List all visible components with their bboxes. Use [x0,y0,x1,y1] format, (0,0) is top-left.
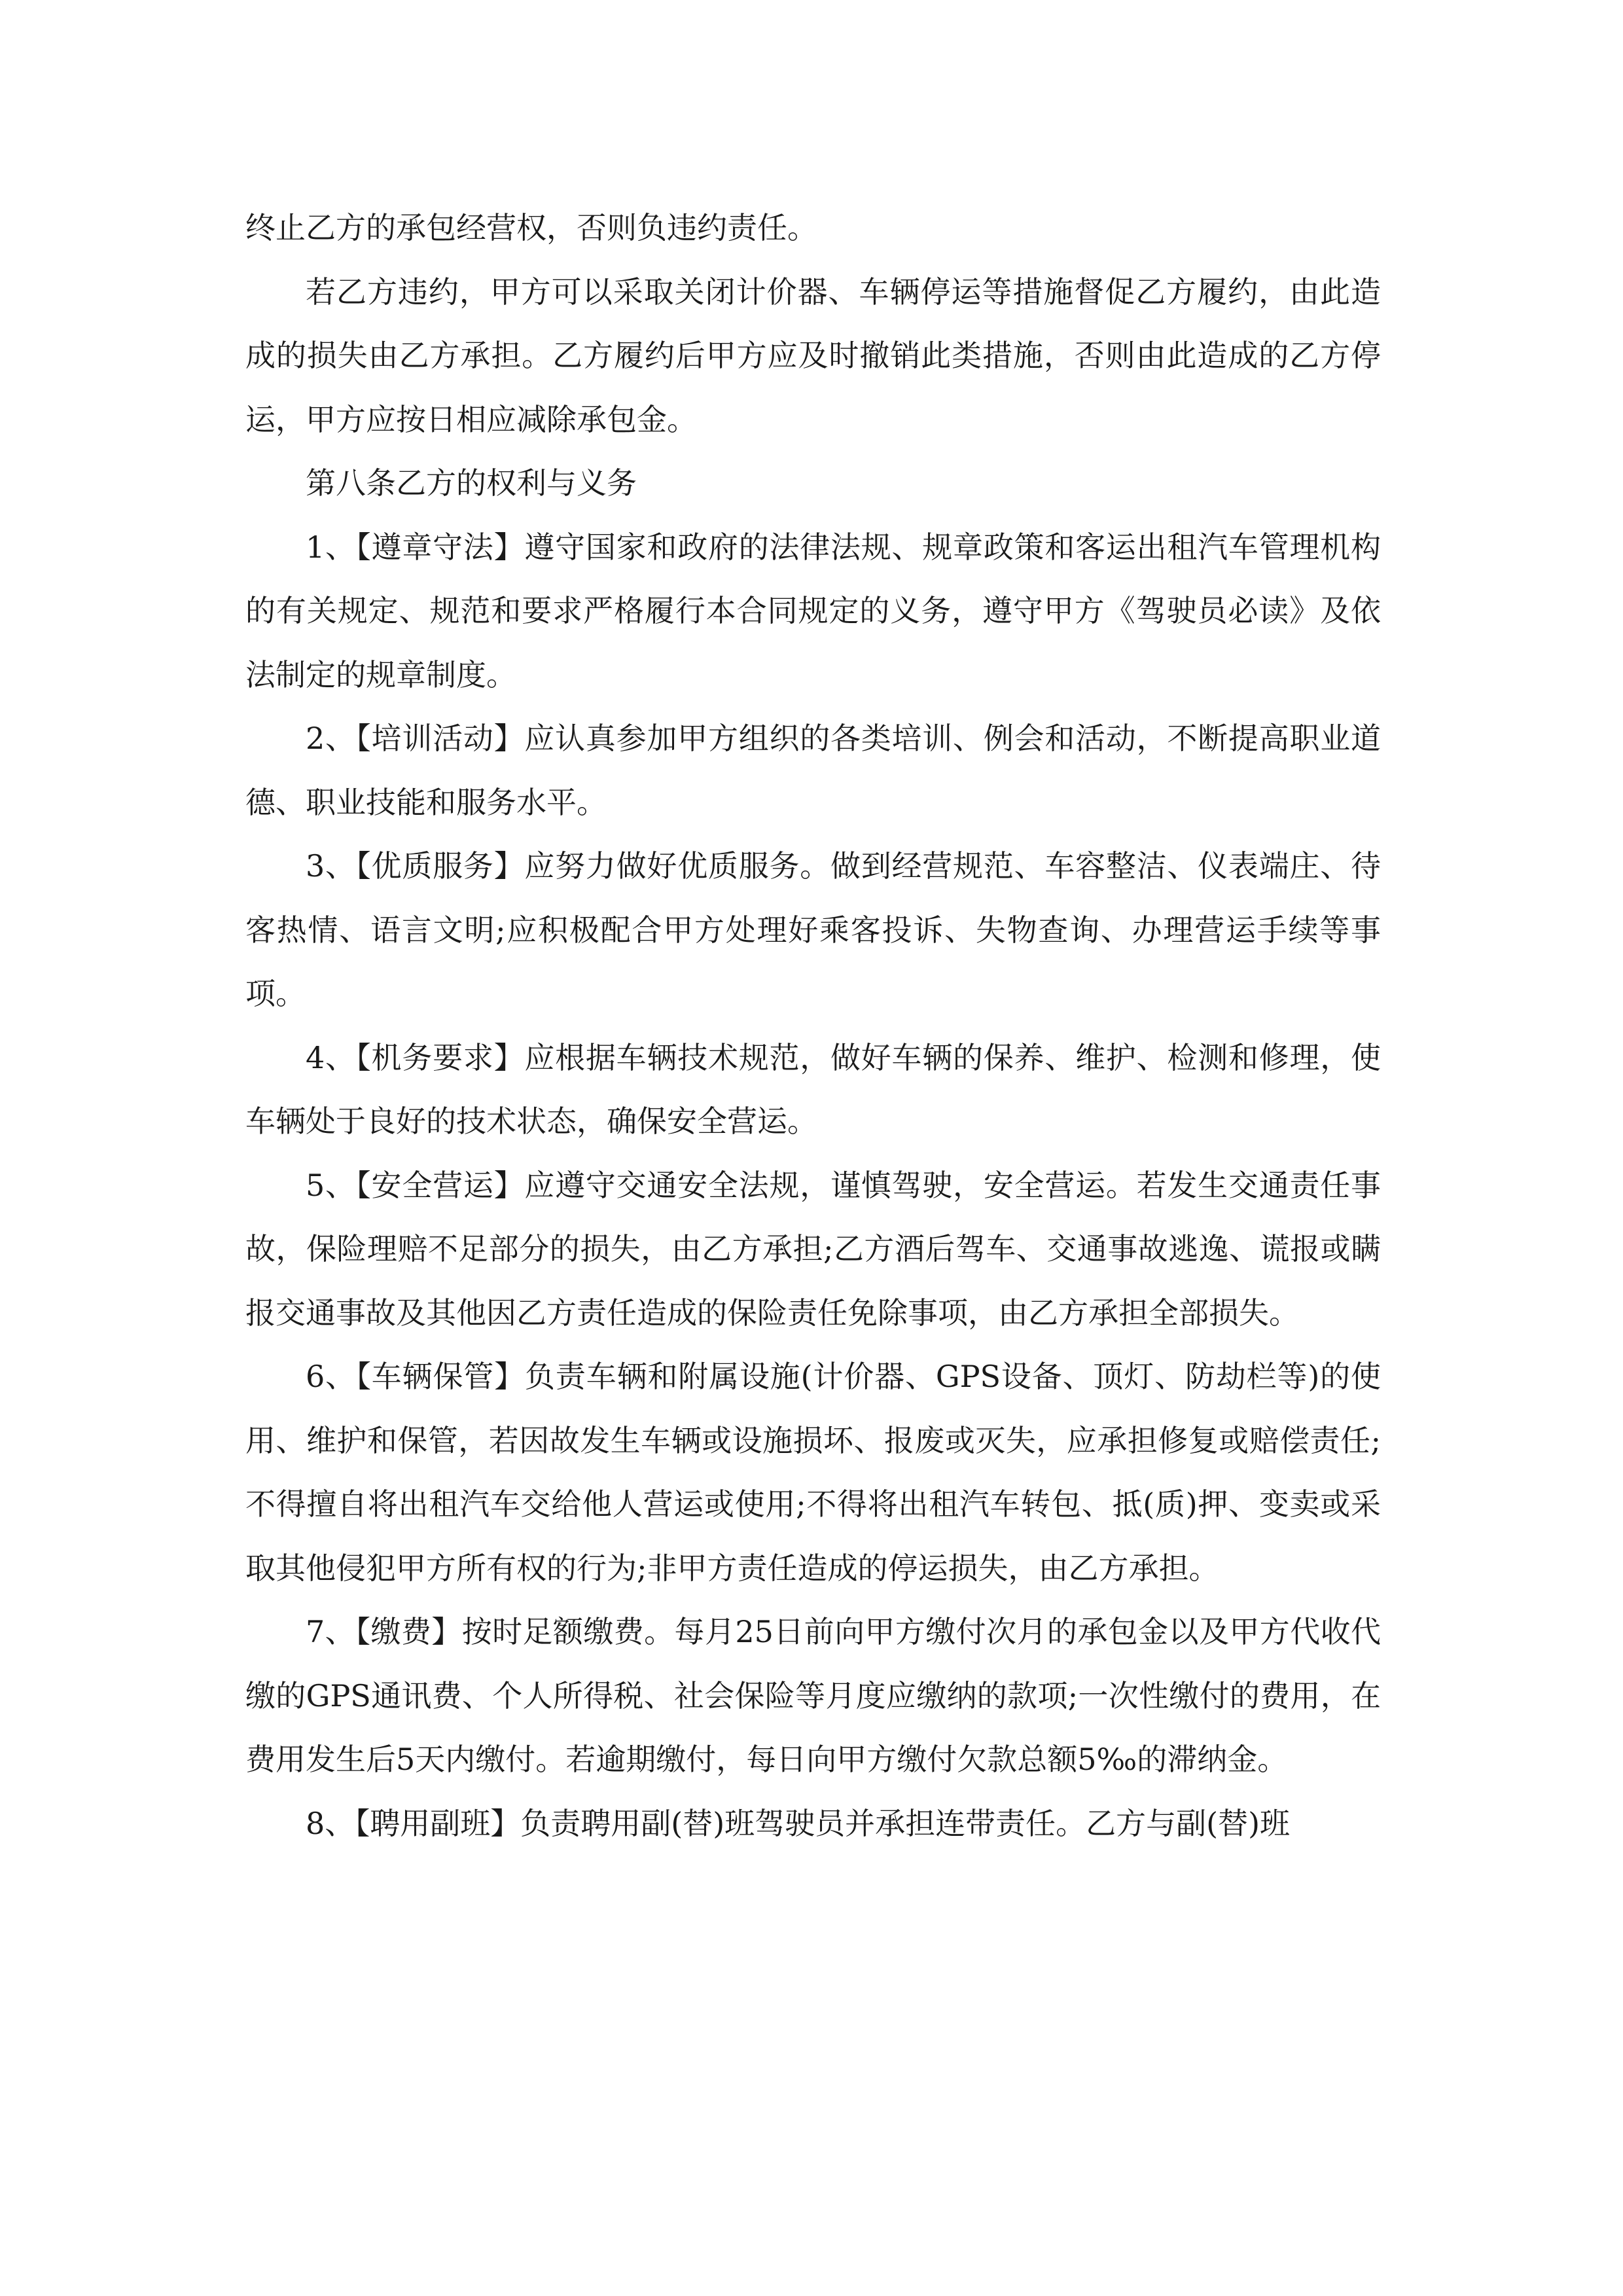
clause-3-quality-service: 3、【优质服务】应努力做好优质服务。做到经营规范、车容整洁、仪表端庄、待客热情、语言文明;应积极配合甲方处理好乘客投诉、失物查询、办理营运手续等事项。 [245,848,1381,1011]
paragraph-continuation: 终止乙方的承包经营权，否则负违约责任。 [245,210,817,245]
clause-6-vehicle-custody: 6、【车辆保管】负责车辆和附属设施(计价器、GPS设备、顶灯、防劫栏等)的使用、维护和保管，若因故发生车辆或设施损坏、报废或灭失，应承担修复或赔偿责任;不得擅自将出租汽车交给他人营运或使用;不得将出租汽车转包、抵(质)押、变卖或采取其他侵犯甲方所有权的行为;非甲方责任造成的停运损失，由乙方承担。 [245,1359,1381,1586]
clause-7-fees: 7、【缴费】按时足额缴费。每月25日前向甲方缴付次月的承包金以及甲方代收代缴的GPS通讯费、个人所得税、社会保险等月度应缴纳的款项;一次性缴付的费用，在费用发生后5天内缴付。若逾期缴付，每日向甲方缴付欠款总额5‰的滞纳金。 [245,1614,1381,1777]
document-page [245,196,1381,1856]
paragraph-breach-measures: 若乙方违约，甲方可以采取关闭计价器、车辆停运等措施督促乙方履约，由此造成的损失由乙方承担。乙方履约后甲方应及时撤销此类措施，否则由此造成的乙方停运，甲方应按日相应减除承包金。 [245,274,1381,437]
clause-5-safe-operation: 5、【安全营运】应遵守交通安全法规，谨慎驾驶，安全营运。若发生交通责任事故，保险理赔不足部分的损失，由乙方承担;乙方酒后驾车、交通事故逃逸、谎报或瞒报交通事故及其他因乙方责任造成的保险责任免除事项，由乙方承担全部损失。 [245,1167,1381,1331]
clause-2-training: 2、【培训活动】应认真参加甲方组织的各类培训、例会和活动，不断提高职业道德、职业技能和服务水平。 [245,721,1381,820]
clause-4-maintenance: 4、【机务要求】应根据车辆技术规范，做好车辆的保养、维护、检测和修理，使车辆处于良好的技术状态，确保安全营运。 [245,1039,1381,1139]
clause-1-law-compliance: 1、【遵章守法】遵守国家和政府的法律法规、规章政策和客运出租汽车管理机构的有关规定、规范和要求严格履行本合同规定的义务，遵守甲方《驾驶员必读》及依法制定的规章制度。 [245,529,1381,692]
article-8-heading: 第八条乙方的权利与义务 [306,465,637,501]
clause-8-relief-driver: 8、【聘用副班】负责聘用副(替)班驾驶员并承担连带责任。乙方与副(替)班 [306,1805,1291,1841]
